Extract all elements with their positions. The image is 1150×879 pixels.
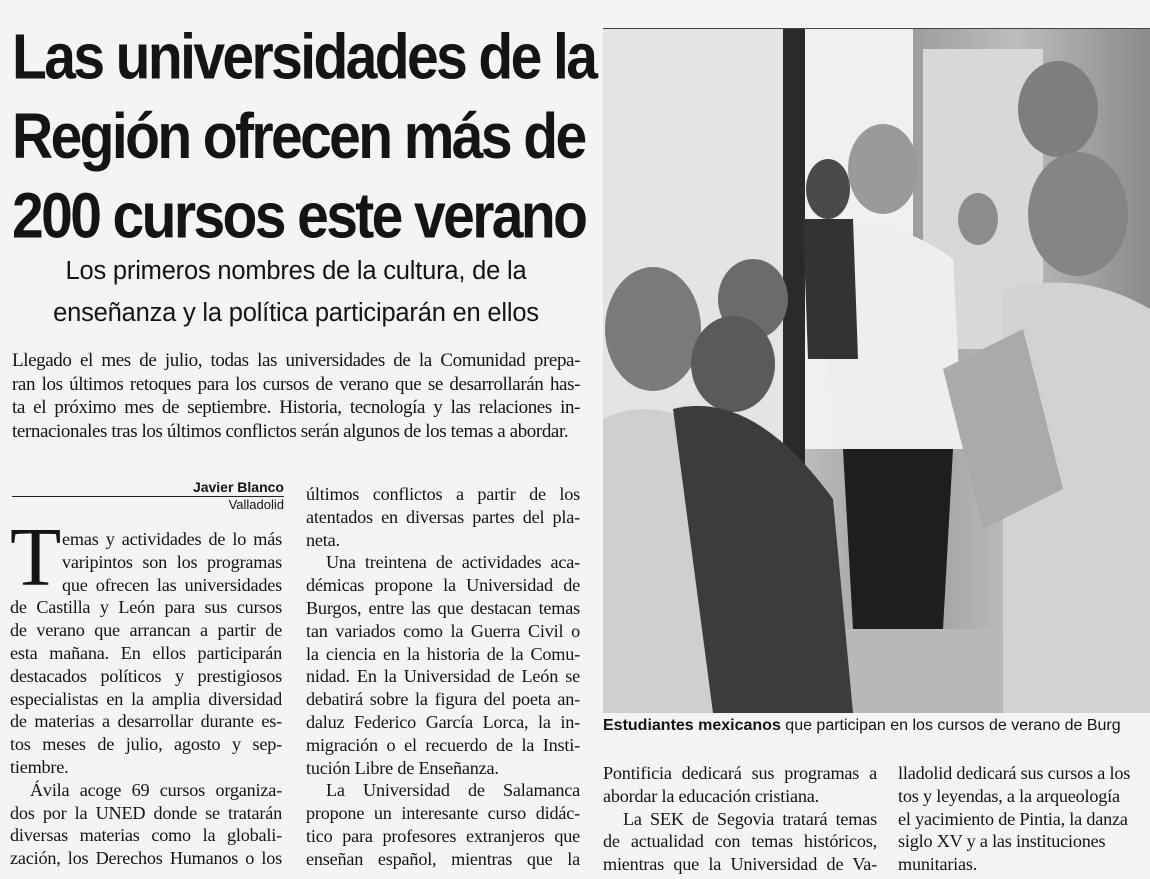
body-line: migración o el recuerdo de la Insti- [306,734,580,755]
body-line: esta mañana. En ellos participarán [10,642,282,663]
body-line: Ávila acoge 69 cursos organiza- [30,779,282,800]
subheadline [0,250,592,334]
body-line: tos y leyendas, a la arqueología [898,785,1120,806]
body-line: tico para profesores extranjeros que [306,825,580,846]
body-line: la ciencia en la historia de la Comu- [306,643,580,664]
body-line: abordar la educación cristiana. [603,785,819,806]
headline-line: Región ofrecen más de [12,100,585,173]
body-line: dos por la UNED donde se tratarán [10,802,282,823]
body-line: lladolid dedicará sus cursos a los [898,763,1131,783]
subheadline-line: Los primeros nombres de la cultura, de la [65,257,527,285]
body-line: el yacimiento de Pintia, la danza [898,808,1128,829]
body-column-2 [306,483,580,871]
body-line: tan variados como la Guerra Civil o [306,620,580,641]
headline [12,18,596,257]
headline-line: 200 cursos este verano [12,180,586,253]
body-line: atentados en diversas partes del pla- [306,506,580,527]
body-line: de verano que arrancan a partir de [10,620,282,641]
caption-bold: Estudiantes mexicanos [603,717,781,734]
body-line: démicas propone la Universidad de [306,575,580,596]
body-line: de Castilla y León para sus cursos [10,597,282,618]
body-line: siglo XV y a las instituciones [898,831,1106,852]
photo-caption [603,717,1150,735]
body-line: diversas materias como la globali- [10,825,282,846]
body-line: munitarias. [898,854,978,875]
body-line: destacados políticos y prestigiosos [10,665,282,686]
headline-line: Las universidades de la [12,21,596,94]
body-column-3 [603,762,877,876]
body-line: La SEK de Segovia tratará temas [623,808,877,829]
drop-cap: T [10,511,62,604]
lead-line: Llegado el mes de julio, todas las universidades de la Comunidad prepa- [12,350,580,371]
news-photo [603,28,1150,713]
body-line: especialistas en la amplia diversidad [10,688,282,709]
body-column-1 [10,528,282,870]
subheadline-line: enseñanza y la política participarán en ellos [53,299,539,327]
body-line: Pontificia dedicará sus programas a [603,763,877,783]
lead-paragraph [12,349,580,443]
lead-line: ternacionales tras los últimos conflictos serán algunos de los temas a abordar. [12,420,569,442]
body-line: Burgos, entre las que destacan temas [306,597,580,618]
body-line: zación, los Derechos Humanos o los [10,848,282,869]
lead-line: ta el próximo mes de septiembre. Historia, tecnología y las relaciones in- [12,397,580,418]
body-line: nidad. En la Universidad de León se [306,666,580,687]
body-line: de materias a desarrollar durante es- [10,711,282,732]
lead-line: ran los últimos retoques para los cursos de verano que se desarrollarán has- [12,373,580,395]
body-line: varipintos son los programas [62,551,282,572]
body-line: mientras que la Universidad de Va- [603,854,877,875]
body-line: La Universidad de Salamanca [326,780,580,801]
body-line: Una treintena de actividades aca- [326,552,580,573]
body-column-4 [898,762,1150,876]
body-line: tiembre. [10,756,69,777]
body-line: enseñan español, mientras que la [306,848,580,869]
photo-illustration [603,29,1150,713]
body-line: emas y actividades de lo más [62,529,282,549]
caption-text: que participan en los cursos de verano de Burg [780,717,1121,734]
body-line: que ofrecen las universidades [62,574,282,595]
body-line: tos meses de julio, agosto y sep- [10,734,282,755]
body-line: neta. [306,529,340,550]
body-line: últimos conflictos a partir de los [306,484,580,504]
body-line: tución Libre de Enseñanza. [306,757,499,778]
body-line: propone un interesante curso didác- [306,803,580,824]
body-line: daluz Federico García Lorca, la in- [306,711,580,732]
body-line: debatirá sobre la figura del poeta an- [306,689,580,710]
byline-city: Valladolid [228,497,284,512]
byline-author: Javier Blanco [192,479,284,495]
body-line: de actualidad con temas históricos, [603,831,877,852]
